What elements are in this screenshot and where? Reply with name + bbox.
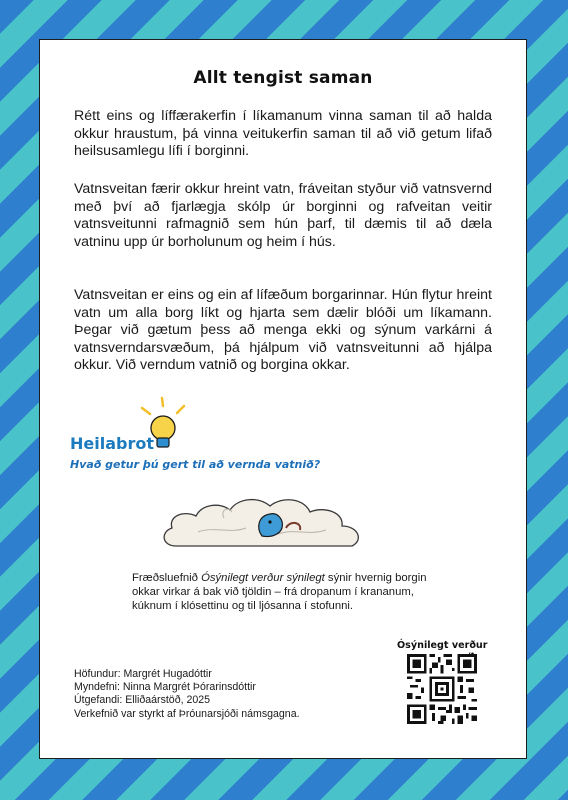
credit-illustrator: Myndefni: Ninna Margrét Þórarinsdóttir (74, 681, 256, 694)
qr-code[interactable] (407, 654, 477, 724)
credit-author: Höfundur: Margrét Hugadóttir (74, 668, 212, 680)
credits (74, 668, 300, 721)
paragraph-1: Rétt eins og líffærakerfin í líkamanum vinna saman til að halda okkur hraustum, þá vinna veitukerfin saman til að við getum lifað heilsusamlegu lífi í borginni. (74, 108, 492, 159)
credit-funding: Verkefnið var styrkt af Þróunarsjóði námsgagna. (74, 707, 300, 720)
credit-publisher: Útgefandi: Elliðaárstöð, 2025 (74, 694, 211, 707)
qr-top-label: Ósýnilegt verður (397, 640, 488, 651)
project-description: Fræðsluefnið Ósýnilegt verður sýnilegt sýnir hvernig borgin okkar virkar á bak við tjöldin – frá dropanum í krananum, kúknum í klósettinu og til ljósanna í stofunni. (132, 572, 427, 612)
cloud-illustration (158, 488, 372, 560)
page-card (39, 39, 527, 759)
brainteaser-question: Hvað getur þú gert til að vernda vatnið? (70, 458, 321, 471)
page-title: Allt tengist saman (193, 68, 373, 88)
paragraph-3: Vatnsveitan er eins og ein af lífæðum borgarinnar. Hún flytur hreint vatn um alla borg líkt og hjarta sem dælir blóði um líkamann. Þegar við gætum þess að menga ekki og sýnum varkárni á vatnsverndarsvæðum, þá hjálpum við vatnsveitunni að hjálpa okkur. Við verndum vatnið og borgina okkar. (74, 287, 492, 373)
paragraph-2: Vatnsveitan færir okkur hreint vatn, fráveitan styður við vatnsvernd með því að fjarlægja skólp úr borginni og rafveitan veitir vatnsveitunni rafmagnið sem hún þarf, til dæmis til að dæla vatninu upp úr borholunum og heim í hús. (74, 181, 492, 250)
brainteaser-label: Heilabrot (70, 434, 154, 453)
